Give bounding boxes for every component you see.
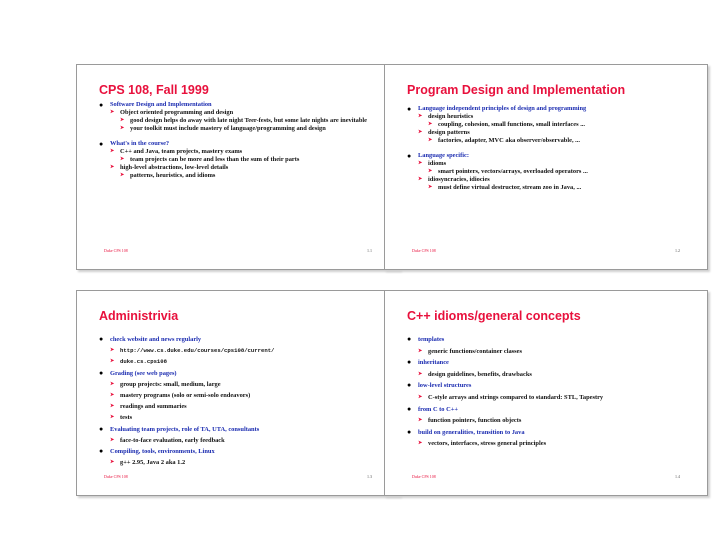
bullet-text: C-style arrays and strings compared to standard: STL, Tapestry [428, 393, 604, 401]
bullet-text: Language independent principles of design and programming [418, 105, 587, 112]
arrow-bullet-icon: ➤ [120, 118, 125, 123]
bullet-item-level-1 [407, 334, 693, 346]
round-bullet-icon: ● [407, 152, 412, 160]
arrow-bullet-icon: ➤ [110, 348, 115, 354]
slide-title: Administrivia [99, 309, 179, 323]
bullet-text: team projects can be more and less than the sum of their parts [130, 156, 300, 163]
bullet-text: inheritance [418, 359, 449, 367]
bullet-text: What's in the course? [110, 140, 170, 147]
round-bullet-icon: ● [407, 358, 412, 367]
slide-number: 1.4 [675, 474, 680, 479]
arrow-bullet-icon: ➤ [428, 122, 433, 127]
bullet-text: function pointers, function objects [428, 417, 522, 425]
slide-title: Program Design and Implementation [407, 83, 626, 97]
bullet-item-level-2 [407, 113, 693, 121]
bullet-item-level-2 [407, 176, 693, 184]
arrow-bullet-icon: ➤ [418, 161, 423, 166]
bullet-item-level-1 [99, 334, 385, 345]
arrow-bullet-icon: ➤ [110, 381, 115, 387]
bullet-item-level-3 [407, 168, 693, 176]
bullet-item-level-3 [99, 172, 385, 180]
slide-footer-course: Duke CPS 108 [412, 248, 436, 253]
round-bullet-icon: ● [407, 105, 412, 113]
bullet-item-level-2 [407, 346, 693, 358]
round-bullet-icon: ● [407, 404, 412, 413]
bullet-text: templates [418, 336, 445, 343]
bullet-item-level-1 [407, 427, 693, 439]
bullet-item-level-3 [99, 117, 385, 125]
arrow-bullet-icon: ➤ [428, 169, 433, 174]
round-bullet-icon: ● [407, 381, 412, 390]
bullet-group [407, 105, 693, 145]
slide-4 [384, 290, 708, 496]
slide-body [99, 101, 385, 187]
bullet-text: smart pointers, vectors/arrays, overloaded operators ... [438, 168, 588, 175]
bullet-text: mastery programs (solo or semi-solo endeavors) [120, 392, 251, 400]
bullet-item-level-2 [99, 148, 385, 156]
arrow-bullet-icon: ➤ [110, 437, 115, 443]
arrow-bullet-icon: ➤ [110, 404, 115, 410]
slide-title: CPS 108, Fall 1999 [99, 83, 209, 97]
bullet-item-level-2 [407, 392, 693, 404]
bullet-item-level-2 [407, 415, 693, 427]
bullet-item-level-3 [99, 125, 385, 133]
bullet-text: idiosyncracies, idiocies [428, 176, 490, 183]
round-bullet-icon: ● [99, 424, 104, 433]
bullet-text: must define virtual destructor, stream zoo in Java, ... [438, 184, 582, 191]
slide-3 [76, 290, 400, 496]
bullet-text: Grading (see web pages) [110, 369, 177, 377]
bullet-item-level-1 [99, 368, 385, 379]
bullet-text: face-to-face evaluation, early feedback [120, 436, 225, 444]
bullet-item-level-2 [99, 379, 385, 390]
arrow-bullet-icon: ➤ [110, 110, 115, 115]
bullet-text: check website and news regularly [110, 336, 202, 343]
bullet-text: http://www.cs.duke.edu/courses/cps108/current/ [120, 347, 275, 355]
bullet-text: Software Design and Implementation [110, 101, 212, 108]
bullet-item-level-3 [407, 184, 693, 192]
arrow-bullet-icon: ➤ [418, 177, 423, 182]
round-bullet-icon: ● [407, 335, 412, 343]
arrow-bullet-icon: ➤ [110, 460, 115, 466]
bullet-item-level-3 [407, 137, 693, 145]
slide-2 [384, 64, 708, 270]
slide-body [407, 105, 693, 199]
arrow-bullet-icon: ➤ [418, 371, 423, 377]
bullet-item-level-2 [99, 356, 385, 367]
bullet-item-level-2 [407, 438, 693, 450]
bullet-text: vectors, interfaces, stress general principles [428, 440, 547, 448]
round-bullet-icon: ● [99, 335, 104, 343]
slide-1 [76, 64, 400, 270]
bullet-item-level-1 [99, 424, 385, 435]
arrow-bullet-icon: ➤ [120, 157, 125, 162]
bullet-text: from C to C++ [418, 405, 458, 413]
bullet-text: Compiling, tools, environments, Linux [110, 448, 215, 456]
arrow-bullet-icon: ➤ [418, 394, 423, 400]
bullet-item-level-2 [407, 129, 693, 137]
round-bullet-icon: ● [99, 368, 104, 377]
bullet-text: good design helps do away with late night Teer-fests, but some late nights are inevitable [130, 117, 367, 124]
slide-number: 1.1 [367, 248, 372, 253]
bullet-item-level-2 [99, 412, 385, 423]
bullet-text: Language specific: [418, 152, 469, 159]
bullet-item-level-1 [407, 105, 693, 113]
bullet-group [99, 101, 385, 133]
round-bullet-icon: ● [99, 140, 104, 148]
bullet-item-level-1 [99, 140, 385, 148]
bullet-text: readings and summaries [120, 403, 187, 411]
arrow-bullet-icon: ➤ [418, 348, 423, 354]
bullet-text: generic functions/container classes [428, 347, 522, 355]
bullet-item-level-1 [99, 101, 385, 109]
bullet-item-level-2 [99, 345, 385, 356]
bullet-item-level-1 [407, 357, 693, 369]
arrow-bullet-icon: ➤ [120, 126, 125, 131]
bullet-text: g++ 2.95, Java 2 aka 1.2 [120, 459, 186, 467]
bullet-text: high-level abstractions, low-level details [120, 164, 229, 171]
arrow-bullet-icon: ➤ [418, 418, 423, 424]
bullet-item-level-2 [407, 160, 693, 168]
slide-number: 1.2 [675, 248, 680, 253]
slide-title: C++ idioms/general concepts [407, 309, 581, 323]
slide-body [99, 334, 385, 475]
bullet-item-level-3 [99, 156, 385, 164]
bullet-text: idioms [428, 160, 447, 167]
bullet-text: factories, adapter, MVC aka observer/observable, ... [438, 137, 580, 144]
bullet-text: design heuristics [428, 113, 474, 120]
bullet-item-level-3 [407, 121, 693, 129]
bullet-item-level-2 [407, 369, 693, 381]
arrow-bullet-icon: ➤ [120, 173, 125, 178]
round-bullet-icon: ● [99, 447, 104, 456]
slide-footer-course: Duke CPS 108 [104, 248, 128, 253]
arrow-bullet-icon: ➤ [428, 185, 433, 190]
bullet-text: coupling, cohesion, small functions, small interfaces ... [438, 121, 585, 128]
bullet-group [99, 140, 385, 180]
bullet-text: low-level structures [418, 382, 472, 390]
slide-footer-course: Duke CPS 108 [104, 474, 128, 479]
arrow-bullet-icon: ➤ [110, 393, 115, 399]
round-bullet-icon: ● [407, 427, 412, 436]
bullet-item-level-1 [407, 380, 693, 392]
arrow-bullet-icon: ➤ [110, 359, 115, 365]
bullet-item-level-1 [407, 404, 693, 416]
bullet-group [407, 152, 693, 192]
bullet-group [407, 334, 693, 450]
bullet-group [99, 334, 385, 468]
slide-body [407, 334, 693, 457]
bullet-text: patterns, heuristics, and idioms [130, 172, 216, 179]
slide-number: 1.3 [367, 474, 372, 479]
slide-footer-course: Duke CPS 108 [412, 474, 436, 479]
bullet-item-level-2 [99, 435, 385, 446]
bullet-text: design guidelines, benefits, drawbacks [428, 370, 532, 378]
arrow-bullet-icon: ➤ [428, 138, 433, 143]
arrow-bullet-icon: ➤ [110, 149, 115, 154]
arrow-bullet-icon: ➤ [110, 165, 115, 170]
bullet-text: tests [120, 414, 133, 422]
bullet-item-level-1 [99, 446, 385, 457]
bullet-text: Object oriented programming and design [120, 109, 234, 116]
bullet-item-level-2 [99, 457, 385, 468]
bullet-item-level-2 [99, 109, 385, 117]
bullet-text: design patterns [428, 129, 470, 136]
bullet-text: C++ and Java, team projects, mastery exams [120, 148, 243, 155]
round-bullet-icon: ● [99, 101, 104, 109]
bullet-text: duke.cs.cps108 [120, 358, 167, 366]
bullet-text: group projects: small, medium, large [120, 380, 221, 388]
bullet-item-level-2 [99, 401, 385, 412]
arrow-bullet-icon: ➤ [418, 114, 423, 119]
bullet-text: build on generalities, transition to Java [418, 428, 525, 436]
bullet-text: your toolkit must include mastery of language/programming and design [130, 125, 326, 132]
arrow-bullet-icon: ➤ [418, 130, 423, 135]
bullet-text: Evaluating team projects, role of TA, UTA, consultants [110, 425, 260, 433]
bullet-item-level-1 [407, 152, 693, 160]
arrow-bullet-icon: ➤ [110, 415, 115, 421]
bullet-item-level-2 [99, 390, 385, 401]
bullet-item-level-2 [99, 164, 385, 172]
arrow-bullet-icon: ➤ [418, 441, 423, 447]
